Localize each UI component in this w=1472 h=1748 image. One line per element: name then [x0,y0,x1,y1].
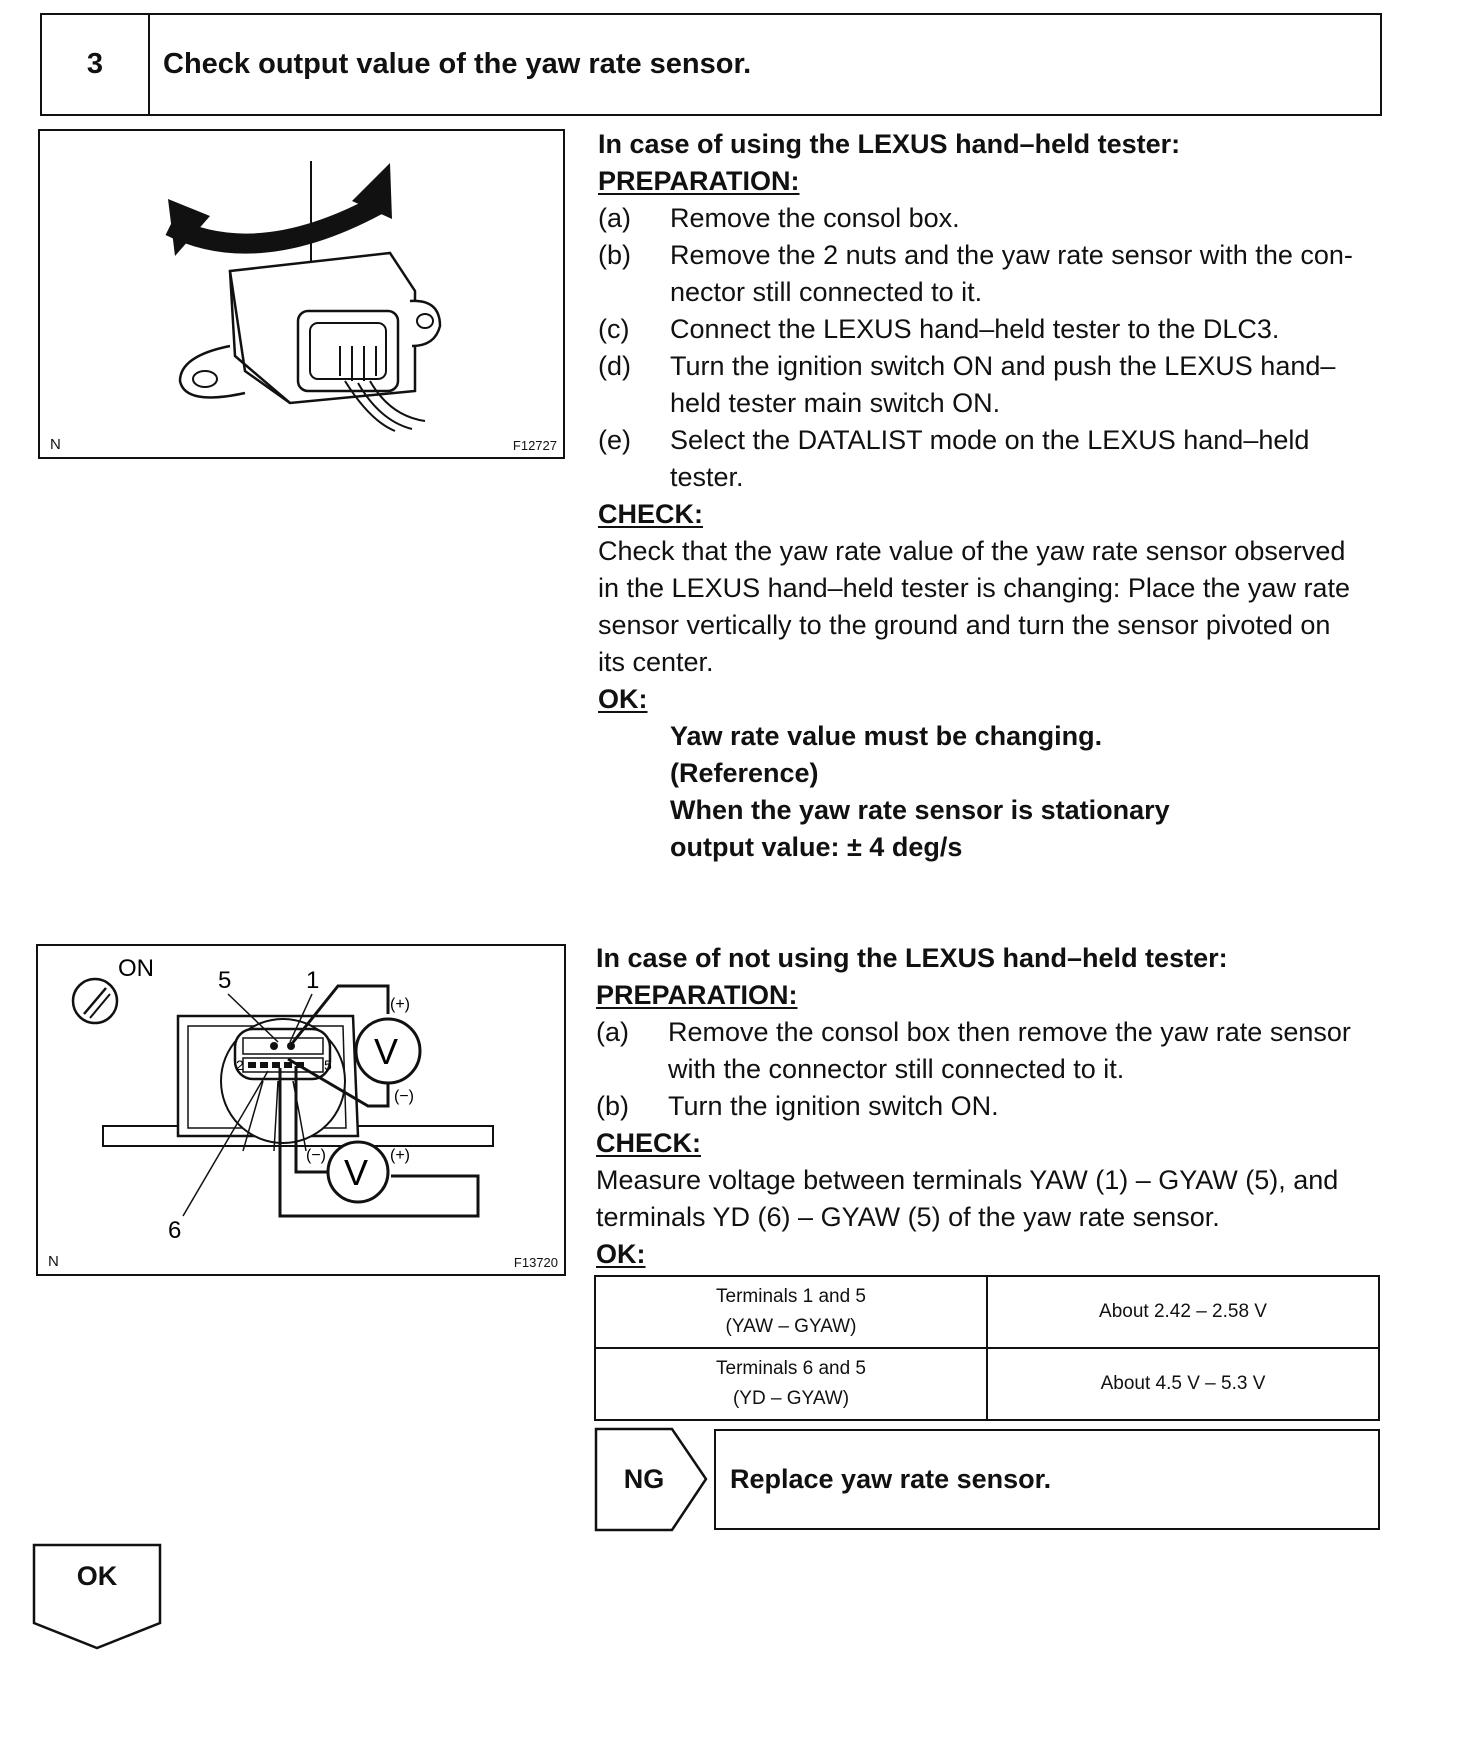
voltmeter-2-plus: (+) [390,1147,410,1164]
check-line: its center. [598,647,714,677]
step-e: (e) Select the DATALIST mode on the LEXUS hand–held [598,425,1310,455]
check-line: Measure voltage between terminals YAW (1) – GYAW (5), and [596,1165,1339,1195]
ok-line: output value: ± 4 deg/s [670,832,963,862]
voltmeter-1-plus: (+) [390,996,410,1013]
ok-values-table [594,1275,1380,1421]
figure-sensor-rotation [38,129,565,459]
check-line: sensor vertically to the ground and turn the sensor pivoted on [598,610,1331,640]
ng-action-box [714,1429,1380,1530]
ok-label: OK: [598,684,648,714]
voltmeter-2-minus: (−) [306,1147,326,1164]
preparation-label: PREPARATION: [598,166,800,196]
check-line: in the LEXUS hand–held tester is changing: Place the yaw rate [598,573,1350,603]
step-title: Check output value of the yaw rate sensor. [163,48,752,80]
on-label: ON [118,955,154,982]
preparation-label: PREPARATION: [596,980,798,1010]
figure-letter: N [50,436,61,453]
terminal-1-label: 1 [306,967,320,994]
pin-5-label: 5 [324,1057,332,1073]
terminal-5-label: 5 [218,967,232,994]
step-c: (c) Connect the LEXUS hand–held tester to the DLC3. [598,314,1280,344]
step-d: (d) Turn the ignition switch ON and push the LEXUS hand– [598,351,1336,381]
check-line: Check that the yaw rate value of the yaw rate sensor observed [598,536,1346,566]
ok-label: OK: [596,1239,646,1269]
ok-line: (Reference) [670,758,819,788]
step-a: (a) Remove the consol box. [598,203,960,233]
step-e-cont: tester. [670,462,744,492]
step-number: 3 [86,48,104,80]
ok-line: Yaw rate value must be changing. [670,721,1103,751]
figure-voltage-measurement [36,944,566,1276]
step-a: (a) Remove the consol box then remove the yaw rate sensor [596,1017,1351,1047]
figure-code: F12727 [512,438,557,453]
section-with-tester [598,126,1386,866]
terminal-6-label: 6 [168,1217,182,1244]
figure-code: F13720 [513,1255,558,1270]
ok-result [32,1543,162,1651]
table-cell-value: About 4.5 V – 5.3 V [987,1348,1379,1420]
section-heading: In case of not using the LEXUS hand–held tester: [596,943,1228,973]
step-header [40,13,1382,116]
step-b: (b) Turn the ignition switch ON. [596,1091,999,1121]
section-without-tester [596,940,1386,1273]
header-divider [148,15,150,114]
step-b: (b) Remove the 2 nuts and the yaw rate sensor with the con- [598,240,1353,270]
voltmeter-1-minus: (−) [394,1088,414,1105]
table-cell-terminals: Terminals 6 and 5 (YD – GYAW) [595,1348,987,1420]
step-d-cont: held tester main switch ON. [670,388,1001,418]
voltmeter-1-label: V [374,1031,399,1072]
pin-2-label: 2 [236,1057,244,1073]
figure-letter: N [48,1253,59,1270]
ng-result [594,1427,1382,1532]
table-cell-value: About 2.42 – 2.58 V [987,1276,1379,1348]
voltmeter-2-label: V [344,1152,369,1193]
table-cell-terminals: Terminals 1 and 5 (YAW – GYAW) [595,1276,987,1348]
voltage-measurement-illustration [38,946,564,1274]
ok-line: When the yaw rate sensor is stationary [670,795,1170,825]
check-label: CHECK: [596,1128,701,1158]
step-a-cont: with the connector still connected to it. [668,1054,1125,1084]
section-heading: In case of using the LEXUS hand–held tester: [598,129,1181,159]
ng-action: Replace yaw rate sensor. [730,1464,1052,1494]
table-row [595,1276,1379,1348]
mounting-flange-right [410,301,440,346]
ok-arrow-box [32,1543,162,1651]
ok-label: OK [76,1561,118,1591]
ng-label: NG [623,1464,665,1494]
check-line: terminals YD (6) – GYAW (5) of the yaw rate sensor. [596,1202,1220,1232]
sensor-rotation-illustration [40,131,563,457]
step-b-cont: nector still connected to it. [670,277,983,307]
table-row [595,1348,1379,1420]
check-label: CHECK: [598,499,703,529]
